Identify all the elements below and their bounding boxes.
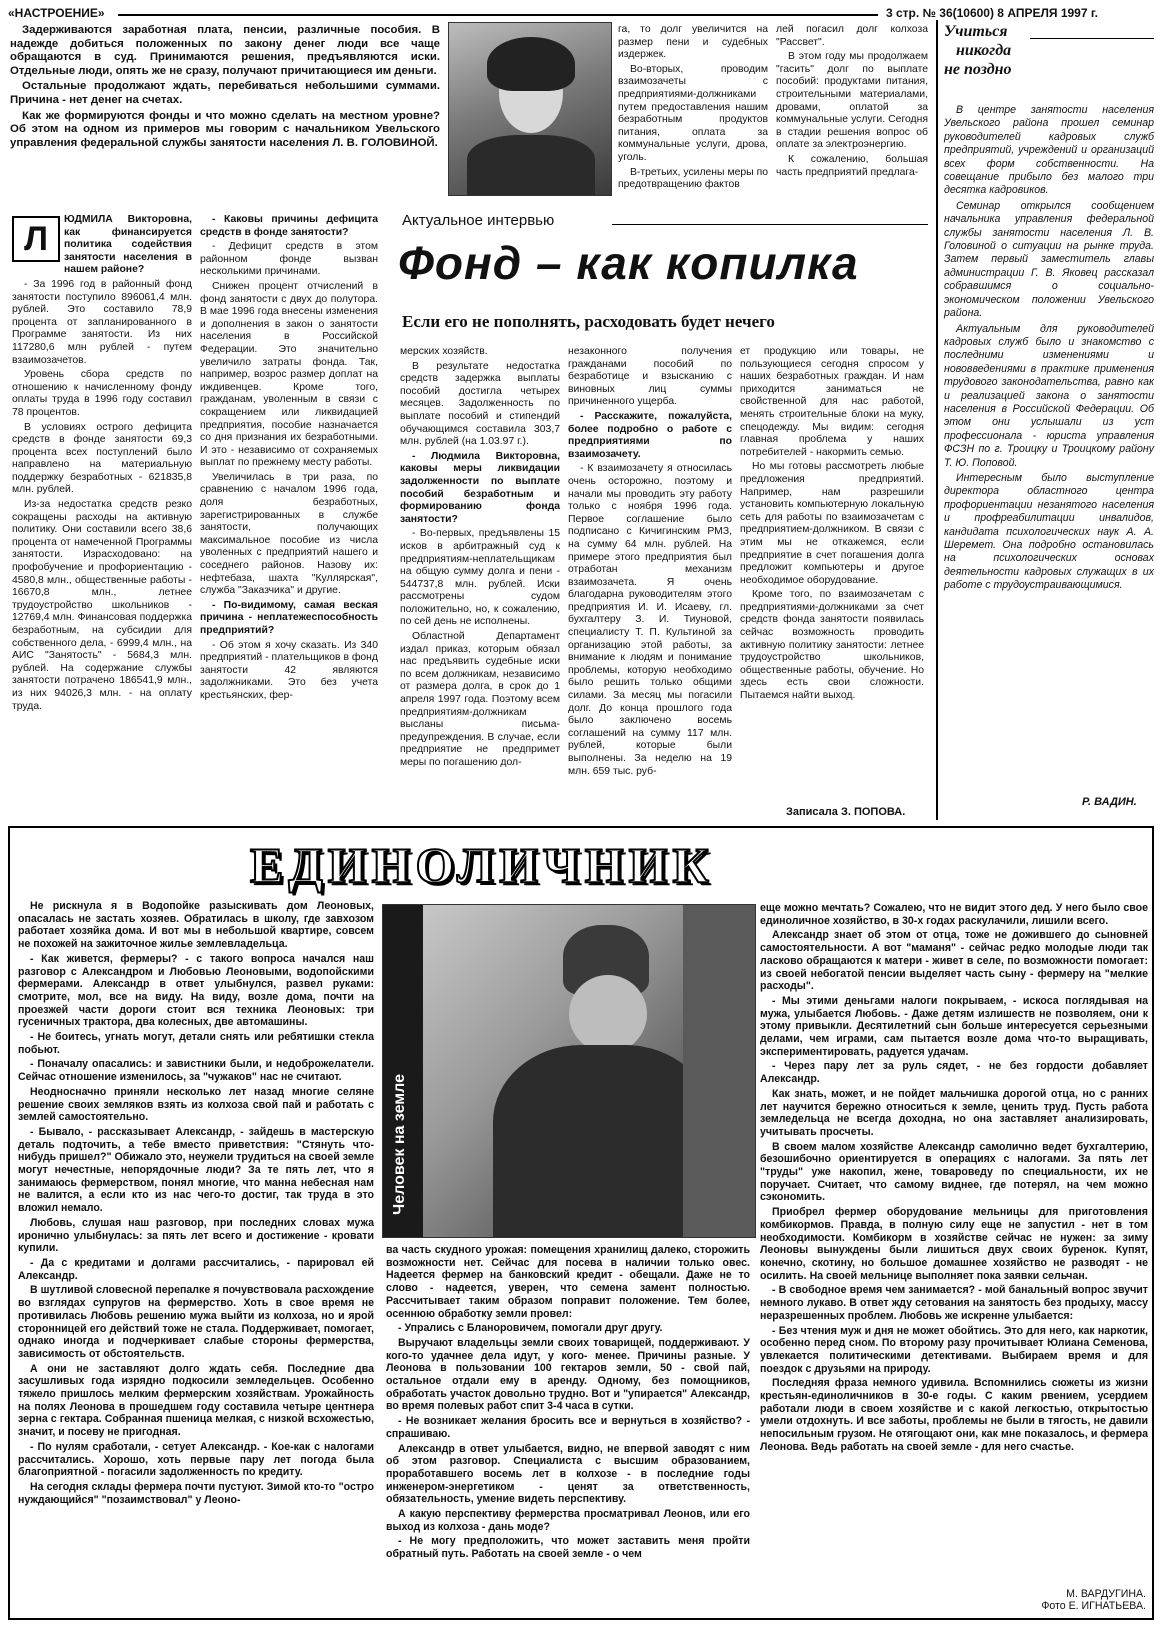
drop-cap: Л	[12, 216, 60, 262]
article-column-3-top: га, то долг увеличится на размер пени и судебных издержек. Во-вторых, проводим взаимозачеты с предприятиями-должниками путем предоставления нашим безработным продуктов питания, оплата за коммунальные услуги, дрова, уголь. В-третьих, усилены меры по предотвращению фактов	[618, 24, 768, 191]
masthead-newspaper-name: «НАСТРОЕНИЕ»	[8, 6, 105, 20]
article-column-4-top: лей погасил долг колхоза "Рассвет". В этом году мы продолжаем "гасить" долг по выплате пособий: продуктами питания, строительными материалами, дровами, оплатой за коммунальные услуги. Сегодня в стадии решения вопрос об оплате за электроэнергию. К сожалению, большая часть предприятий предлага-	[776, 24, 928, 178]
sidebar-divider	[936, 20, 938, 820]
article2-bylines: М. ВАРДУГИНА. Фото Е. ИГНАТЬЕВА.	[1041, 1588, 1146, 1612]
coat-shape	[493, 1045, 713, 1237]
sidebar-body: В центре занятости населения Увельского района прошел семинар руководителей кадровых служб предприятий, учреждений и организаций всех форм собственности. На совещание прибыло без малого три десятка кадровиков. Семинар открылся сообщением начальника управления федеральной службы занятости населения Л. В. Головиной о ситуации на рынке труда. Затем первый заместитель главы администрации Г. В. Яковец рассказал собравшимся о социально-экономическом положении Увельского района. Актуальным для руководителей кадровых служб было и знакомство с последними изменениями и нововведениями в практике применения трудового законодательства, равно как и реализацией закона о занятости населения в Российской Федерации. Об этом они услышали из уст профессионала - юриста управления ФСЗН по г. Троицку и Троицкому району Т. Ю. Поповой. Интересным было выступление директора областного центра профориентации незанятого населения и профреабилитации инвалидов, кандидата психологических наук А. А. Шеремет. Она подробно остановилась на психологических основах деятельности кадровых служащих в их работе с трудоустраивающимися.	[944, 104, 1154, 592]
shoulders-shape	[467, 135, 595, 195]
article-column-5: ет продукцию или товары, не пользующиеся сегодня спросом у наших безработных граждан. И нам приходится заниматься не свойственной для нас работой, менять строительные блоки на муку, спецодежду. Мы видим: сегодня главная проблема у наших потребителей - накормить семью. Но мы готовы рассмотреть любые предложения предприятий. Например, нам разрешили установить компьютерную локальную сеть для работы по взаимозачетам с предприятием-должником. В связи с этим мы не откажемся, если предприятие в счет погашения долга предложит компьютеры и другое необходимое оборудование. Кроме того, по взаимозачетам с предприятиями-должниками за счет средств фонда занятости появилась сейчас возможность проводить активную политику занятости: летнее трудоустройство школьников, общественные работы, обучение. Но здесь есть свои сложности. Пытаемся найти выход.	[740, 346, 924, 702]
rubric: Актуальное интервью	[402, 212, 555, 229]
masthead-rule	[118, 14, 878, 16]
article2-column-2: ва часть скудного урожая: помещения хранилищ далеко, сторожить возможности нет. Сейчас для посева в наличии только овес. Надеется фермер на банковский кредит - обещали. Даже не то слово - надеется, уверен, что семена замент полностью. Рассчитывает таким образом поправит положение. Тем более, осеннюю обработку земли провел: - Упрались с Бланоровичем, помогали друг другу. Выручают владельцы земли своих товарищей, поддерживают. У кого-то удачнее дела идут, у кого- менее. Причины разные. У Леонова в пользовании 100 гектаров земли, 50 - свой пай, остальное отдали ему в аренду. Одному, без помощников, обработать участок довольно трудно. Вот и "упирается" Александр, во время полевых работ спит 3-4 часа в сутки. - Не возникает желания бросить все и вернуться в хозяйство? - спрашиваю. Александр в ответ улыбается, видно, не впервой заводят с ним об этом разговор. Специалиста с высшим образованием, проработавшего восемь лет в колхозе - в последние годы инженером-энергетиком - ценят за ответственность, обязательность, умение видеть перспективу. А какую перспективу фермерства просматривал Леонов, или его выход из колхоза - дань моде? - Не могу предположить, что может заставить меня пройти обратный путь. Работать на своей земле - о чем	[386, 1244, 750, 1561]
article2-column-1: Не рискнула я в Водопойке разыскивать дом Леоновых, опасалась не застать хозяев. Обратилась в школу, где завхозом работает хозяйка дома. И вот мы в небольшой квартире, совсем не похожей на зажиточное жилье землевладельца. - Как живется, фермеры? - с такого вопроса начался наш разговор с Александром и Любовью Леоновыми, водопойскими фермерами. Александр в ответ улыбнулся, развел руками: смотрите, мол, все на виду. На виду, возле дома, почти на проезжей части дороги стоит вся техника Леоновых: три гусеничных трактора, два колесных, две автомашины. - Не боитесь, угнать могут, детали снять или ребятишки стекла побьют. - Поначалу опасались: и завистники были, и недоброжелатели. Сейчас отношение изменилось, за "чужаков" нас не считают. Неодносначно приняли несколько лет назад многие селяне решение своих земляков взять из колхоза свой пай и работать с землей самостоятельно. - Бывало, - рассказывает Александр, - зайдешь в мастерскую деталь подточить, а тебе вместо приветствия: "Стянуть что-нибудь пришел?" Обижало это, неужели трудиться на своей земле могут нечестные, непорядочные люди? За те пять лет, что я занимаюсь фермерством, понял многие, что манна небесная нам не валится, а если кто из нас чего-то достиг, так труда в это вложил немало. Любовь, слушая наш разговор, при последних словах мужа иронично улыбнулась: за пять лет всего и достижение - кровати купили. - Да с кредитами и долгами рассчитались, - парировал ей Александр. В шутливой словесной перепалке я почувствовала расхождение во взглядах супругов на фермерство. Хоть в свое время не противилась Любовь решению мужа выйти из колхоза, но и ярой сторонницей его действий тоже не стала. Поддерживает, помогает, однако иногда и подчеркивает слабые стороны фермерства, зависимость от обстоятельств. А они не заставляют долго ждать себя. Последние два засушливых года изрядно подкосили земледельцев. Особенно тяжело пришлось мелким фермерским хозяйствам. Урожайность на полях Леонова в прошедшем году составила четыре центнера зерна с гектара. Собранная пшеница мелкая, с низкой всхожестью, значит, и посеву не пригодная. - По нулям сработали, - сетует Александр. - Кое-как с налогами рассчитались. Хорошо, хоть первые пару лет погода была благоприятной - погасили задолженность по кредиту. На сегодня склады фермера почти пустуют. Зимой кто-то "остро нуждающийся" "позаимствовал" у Леоно-	[18, 900, 374, 1506]
article-column-3: мерских хозяйств. В результате недостатка средств задержка выплаты пособий достигла четырех месяцев. Задолженность по выплате пособий и стипендий обучающимся составила 303,7 млн. рублей (на 1.03.97 г.). - Людмила Викторовна, каковы меры ликвидации задолженности по выплате пособий безработным и формированию фонда занятости? - Во-первых, предъявлены 15 исков в арбитражный суд к предприятиям-неплательщикам на общую сумму долга и пени - 544737,8 млн. рублей. Иски рассмотрены судом положительно, но, к сожалению, по сей день не исполнены. Областной Департамент издал приказ, которым обязал нас предъявить судебные иски по всем должникам, независимо от размера долга, в срок до 1 апреля 1997 года. Поэтому всем предприятиям-должникам высланы письма-предупреждения. В случае, если предприятие не предпримет меры по погашению дол-	[400, 346, 560, 768]
subhead: Если его не пополнять, расходовать будет нечего	[402, 312, 775, 331]
article2-column-3: еще можно мечтать? Сожалею, что не видит этого дед. У него было свое единоличное хозяйство, в 30-х годах раскулачили, лишили всего. Александр знает об этом от отца, тоже не дожившего до сыновней самостоятельности. А вот "маманя" - сейчас редко молодые люди так ласково обращаются к матери - живет в селе, по возможности помогает: из своей небогатой пенсии выделяет часть сыну - фермеру на "мелкие расходы". - Мы этими деньгами налоги покрываем, - искоса поглядывая на мужа, улыбается Любовь. - Даже детям излишеств не позволяем, они к этому привыкли. Десятилетний сын больше интересуется серьезными делами, чем играми, сам пытается возле дома что-то выращивать, экспериментировать, радуется удачам. - Через пару лет за руль сядет, - не без гордости добавляет Александр. Как знать, может, и не пойдет мальчишка дорогой отца, но с ранних лет научится бережно относиться к земле, ценить труд. Пусть работа земледельца не всегда доходна, но она заставляет анализировать, учитывать просчеты. В своем малом хозяйстве Александр самолично ведет бухгалтерию, безошибочно ориентируется в операциях с налогами. За пять лет "труды" уже накопил, жене, товароведу по специальности, их не поручает. Считает, что самому виднее, где потерял, на чем можно сэкономить. Приобрел фермер оборудование мельницы для приготовления комбикормов. Правда, в полную силу еще не запустил - нет в том необходимости. Комбикорм в хозяйстве сейчас не нужен: за зиму Леоновы вынуждены были лишиться двух своих буренок. Купят, конечно, скотину, но большое домашнее хозяйство не разводят - не осилить. На своей мельнице выполняет пока заявки сельчан. - В свободное время чем занимается? - мой банальный вопрос звучит немного лукаво. В ответ жду сетования на занятость без продыху, массу неразрешенных проблем. Любовь же искренне улыбается: - Без чтения муж и дня не может обойтись. Это для него, как наркотик, особенно перед сном. По второму разу прочитывает Юлиана Семенова, увлекается политическими детективами. Выбираем время и для поездок с друзьями на природу. Последняя фраза немного удивила. Вспомнились сюжеты из жизни крестьян-единоличников в 30-е годы. С каким рвением, усердием работали люди в своем хозяйстве и с какой легкостью, открытостью умели отдохнуть. И все заботы, проблемы не были в тягость, не давили непосильным грузом. Не отягощают они, как мне показалось, и фермера Леонова. Ведь работать на своей земле - для него счастье.	[760, 902, 1148, 1453]
sidebar-title-rule	[1030, 38, 1154, 39]
article-byline: Записала З. ПОПОВА.	[786, 806, 906, 818]
vehicle-door-shape	[683, 905, 755, 1237]
headline: Фонд – как копилка	[398, 237, 859, 289]
article2-title: ЕДИНОЛИЧНИК	[250, 837, 714, 893]
rubric-rule	[612, 224, 928, 225]
farmer-face-shape	[569, 975, 647, 1053]
masthead-issue-info: 3 стр. № 36(10600) 8 АПРЕЛЯ 1997 г.	[886, 6, 1098, 20]
sidebar-title: Учиться никогда не поздно	[944, 23, 1012, 78]
sidebar-byline: Р. ВАДИН.	[1082, 796, 1137, 808]
farmer-photo	[382, 904, 756, 1238]
article-column-1: ЮДМИЛА Викторовна, как финансируется политика содействия занятости населения в нашем районе? - За 1996 год в районный фонд занятости поступило 896061,4 млн. рублей. Это составило 78,9 процента от запланированного в Программе занятости. Из них 117280,6 млн рублей - путем взаимозачетов. Уровень сбора средств по отношению к начисленному фонду оплаты труда в 1996 году составил 78 процентов. В условиях острого дефицита средств в фонде занятости 69,3 процента всех поступлений было направлено на материальную поддержку безработных - 621835,8 млн. рублей. Из-за недостатка средств резко сокращены расходы на активную политику. Они составили всего 38,6 процента от намеченной Программы занятости. Израсходовано: на профобучение и профориентацию - 4580,8 млн., общественные работы - 16670,8 млн., летнее трудоустройство школьников - 12769,4 млн. Финансовая поддержка безработным, на субсидии для собственного дела, - 6999,4 млн., на АИС "Занятость" - 5684,3 млн. рублей. На содержание службы занятости потрачено 186541,9 млн., из них 94026,3 млн. - на оплату труда.	[12, 214, 192, 712]
hair-shape	[487, 37, 575, 91]
article-column-2: - Каковы причины дефицита средств в фонде занятости? - Дефицит средств в этом районном фонде вызван несколькими причинами. Снижен процент отчислений в фонд занятости с двух до полутора. В мае 1996 года внесены изменения и дополнения в закон о занятости населения в Российской Федерации. Это значительно увеличило затраты фонда. Так, например, возрос размер доплат на иждивенцев. Кроме того, гражданам, уволенным в связи с сокращением или ликвидацией предприятия, пособие назначается со дня признания их безработными. И это - независимо от сохраняемых выплат по прежнему месту работы. Увеличилась в три раза, по сравнению с началом 1996 года, доля безработных, зарегистрированных в службе занятости, получающих максимальное пособие из числа уволенных с предприятий нашего и соседнего районов. Назову их: нефтебаза, шахта "Куллярская", служба "Заказчика" и другие. - По-видимому, самая веская причина - неплатежеспособность предприятий? - Об этом я хочу сказать. Из 340 предприятий - плательщиков в фонд занятости 42 являются задолжниками. Это без учета крестьянских, фер-	[200, 214, 378, 701]
article-lead: Задерживаются заработная плата, пенсии, различные пособия. В надежде добиться положенных по закону денег люди все чаще обращаются в суд. Принимаются решения, предъявляются иски. Отдельные люди, опять же не сразу, получают причитающиеся им деньги. Остальные продолжают ждать, перебиваться небольшими суммами. Причина - нет денег на счетах. Как же формируются фонды и что можно сделать на местном уровне? Об этом на одном из примеров мы говорим с начальником Увельского управления федеральной службы занятости населения Л. В. ГОЛОВИНОЙ.	[10, 24, 440, 149]
article-column-4: незаконного получения гражданами пособий по безработице и взысканию с виновных лиц суммы причиненного ущерба. - Расскажите, пожалуйста, более подробно о работе с предприятиями по взаимозачету. - К взаимозачету я относилась очень осторожно, поэтому и начали мы проводить эту работу только с ноября 1996 года. Первое соглашение было подписано с Кичигинским РМЗ, на сумму 64 млн. рублей. На примере этого предприятия был отработан механизм взаимозачета. Я очень благодарна руководителям этого предприятия И. И. Исаеву, гл. бухгалтеру З. И. Тиуновой, специалисту Т. П. Культиной за организацию этой работы, за внимание к людям и понимание проблемы, которую необходимо было решить только общими силами. За месяц мы погасили долг. До конца прошлого года было заключено восемь соглашений на сумму 117 млн. рублей, которые были выполнены. За неделю на 19 млн. 659 тыс. руб-	[568, 346, 732, 777]
photo-caption	[391, 1189, 409, 1215]
portrait-photo	[448, 22, 612, 196]
